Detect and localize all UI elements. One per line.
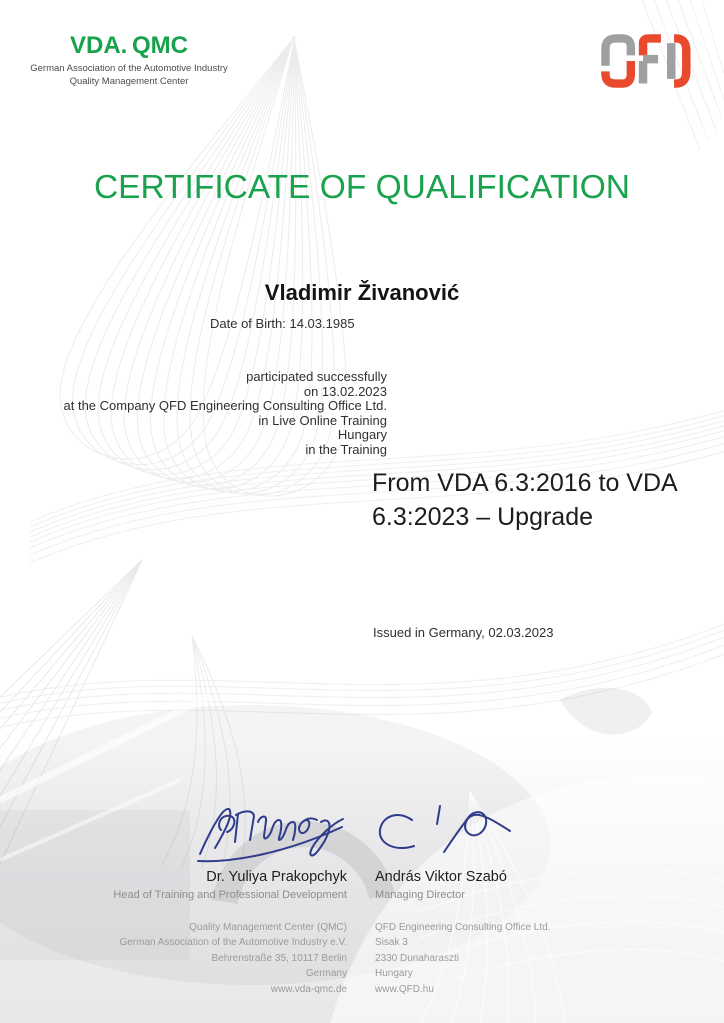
vda-logo-subtitle [28,63,230,88]
footer-line: 2330 Dunaharaszti [375,952,459,964]
footer-line: QFD Engineering Consulting Office Ltd. [375,922,551,933]
participation-line: participated successfully [246,369,387,384]
footer-line: Germany [305,968,347,980]
recipient-date-of-birth: Date of Birth: 14.03.1985 [210,316,355,331]
qfd-logo [597,30,691,92]
footer-vda-url: www.vda-qmc.de [270,983,347,995]
signatory-left-name: Dr. Yuliya Prakopchyk [206,869,347,885]
participation-line: in the Training [305,441,387,457]
footer-vda-address [40,920,347,997]
vda-qmc-logo [28,33,230,88]
signatory-right-name: András Viktor Szabó [375,869,507,885]
footer-qfd-url: www.QFD.hu [375,983,434,995]
signature-andras-szabo [348,798,513,863]
footer-line: Behrenstraße 35, 10117 Berlin [211,952,347,964]
footer-line: Quality Management Center (QMC) [189,922,347,933]
footer-line: Hungary [375,968,413,980]
participation-line: on 13.02.2023 [303,383,387,399]
footer-qfd-address [375,920,695,997]
qmc-wordmark: QMC [125,32,188,59]
vda-wordmark: VDA [69,32,121,59]
footer-line: German Association of the Automotive Industry e.V. [119,937,347,949]
signatory-left-role: Head of Training and Professional Development [113,889,347,901]
training-title: From VDA 6.3:2016 to VDA 6.3:2023 – Upgrade [372,469,677,531]
certificate-title: CERTIFICATE OF QUALIFICATION [93,169,631,206]
footer-line: Sisak 3 [375,937,408,949]
participation-line: at the Company QFD Engineering Consulting Office Ltd. [63,398,387,414]
issue-statement: Issued in Germany, 02.03.2023 [373,625,554,640]
vda-subtitle-line1: German Association of the Automotive Industry [30,63,228,74]
signatory-left [40,868,347,902]
vda-dot: . [120,32,126,59]
recipient-name: Vladimir Živanović [264,280,460,305]
signature-yuliya-prakopchyk [190,790,355,870]
participation-line: Hungary [337,427,387,443]
vda-subtitle-line2: Quality Management Center [69,75,189,87]
signatory-right [375,868,695,902]
participation-statement [64,370,388,458]
vda-qmc-logo-text [28,33,230,59]
signatory-right-role: Managing Director [375,889,465,901]
participation-line: in Live Online Training [258,412,387,428]
